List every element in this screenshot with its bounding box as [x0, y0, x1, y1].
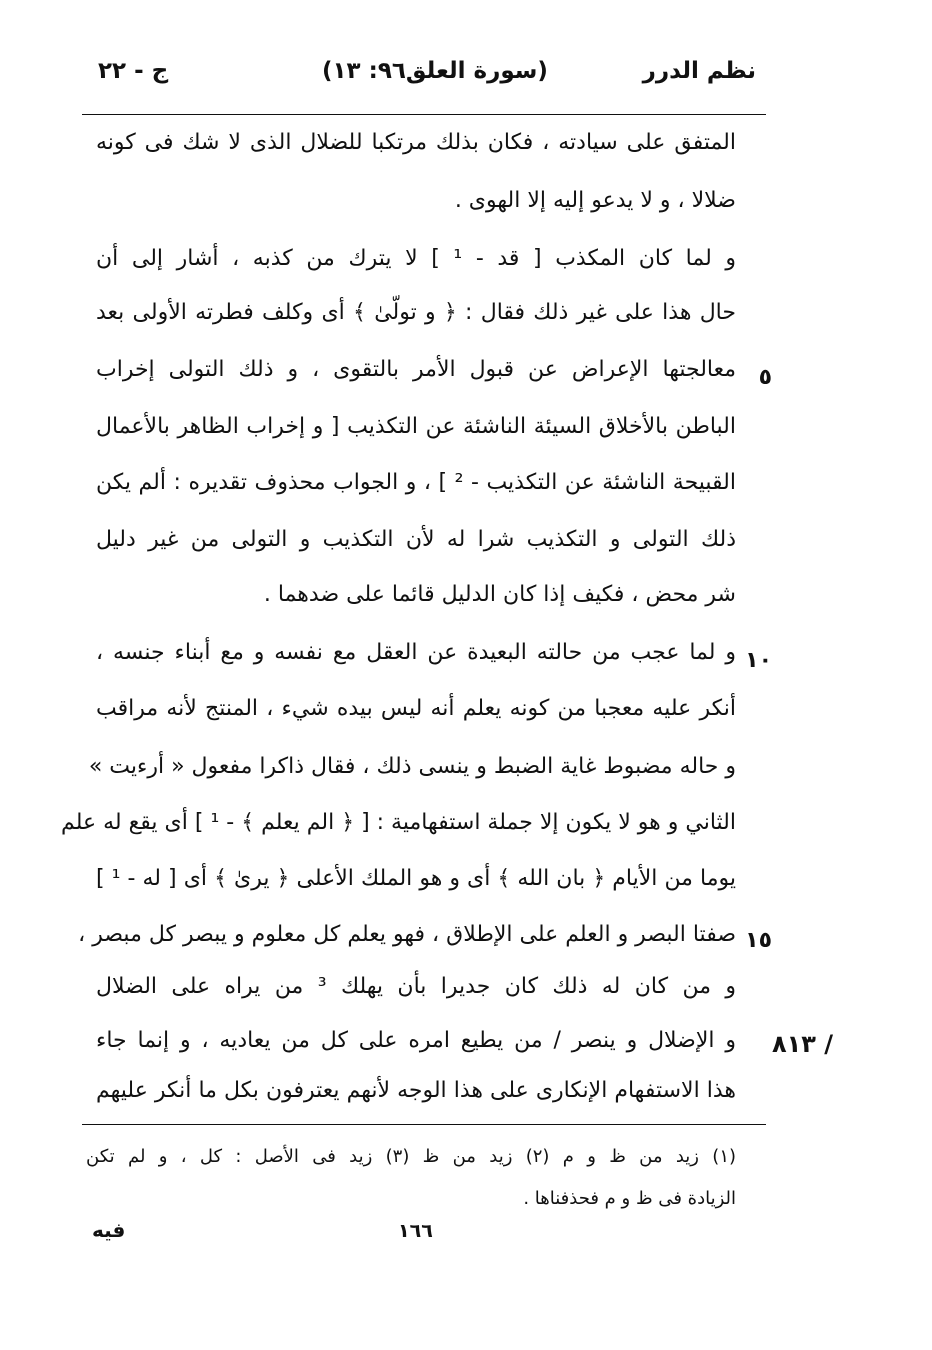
margin-manuscript-reference: ٨١٣ / [772, 1030, 834, 1058]
body-line: أنكر عليه معجبا من كونه يعلم أنه ليس بيده شيء ، المنتج لأنه مراقب [96, 696, 736, 721]
body-line: شر محض ، فكيف إذا كان الدليل قائما على ضدهما . [263, 582, 736, 607]
body-line: ضلالا ، و لا يدعو إليه إلا الهوى . [454, 188, 736, 213]
body-line: القبيحة الناشئة عن التكذيب - ² ] ، و الجواب محذوف تقديره : ألم يكن [96, 470, 737, 495]
body-line: ذلك التولى و التكذيب شرا له لأن التكذيب و التولى من غير دليل [96, 527, 736, 552]
header-book-title: نظم الدرر [642, 58, 756, 84]
body-line: و من كان له ذلك كان جديرا بأن يهلك ³ من يراه على الضلال [96, 974, 737, 999]
footnote-rule [82, 1124, 766, 1125]
line-number: ١٥ [745, 928, 772, 953]
footnote-line: (١) زيد من ظ و م (٢) زيد من ظ (٣) زيد فى الأصل : كل ، و لم تكن [86, 1146, 737, 1167]
body-line: يوما من الأيام ﴿ بان الله ﴾ أى و هو الملك الأعلى ﴿ يرىٰ ﴾ أى [ له - ¹ ] [96, 866, 736, 891]
line-number: ٥ [758, 365, 772, 390]
footnote-line: الزيادة فى ظ و م فحذفناها . [523, 1188, 736, 1209]
body-line: و لما عجب من حالته البعيدة عن العقل مع نفسه و مع أبناء جنسه ، [96, 640, 736, 665]
body-line: و لما كان المكذب [ قد - ¹ ] لا يترك من كذبه ، أشار إلى أن [96, 246, 736, 271]
page-number: ١٦٦ [398, 1220, 433, 1242]
line-number: ١٠ [745, 648, 772, 673]
body-line: المتفق على سيادته ، فكان بذلك مرتكبا للضلال الذى لا شك فى كونه [96, 130, 736, 155]
body-line: حال هذا على غير ذلك فقال : ﴿ و تولّىٰ ﴾ أى وكلف فطرته الأولى بعد [96, 300, 736, 325]
body-line: الباطن بالأخلاق السيئة الناشئة عن التكذيب [ و إخراب الظاهر بالأعمال [96, 414, 736, 439]
header-surah-reference: (سورة العلق٩٦: ١٣) [322, 58, 548, 84]
body-line: الثاني و هو لا يكون إلا جملة استفهامية : [ ﴿ الم يعلم ﴾ - ¹ ] أى يقع له علم [61, 810, 736, 835]
body-line: و الإضلال و ينصر / من يطيع امره على كل من يعاديه ، و إنما جاء [96, 1028, 736, 1053]
body-line: هذا الاستفهام الإنكارى على هذا الوجه لأنهم يعترفون بكل ما أنكر عليهم [96, 1078, 736, 1103]
body-line: و حاله مضبوط غاية الضبط و ينسى ذلك ، فقال ذاكرا مفعول « أرءيت » [88, 754, 736, 779]
body-line: صفتا البصر و العلم على الإطلاق ، فهو يعلم كل معلوم و يبصر كل مبصر ، [78, 922, 736, 947]
body-line: معالجتها الإعراض عن قبول الأمر بالتقوى ، و ذلك التولى إخراب [96, 357, 736, 382]
header-volume: ج - ٢٢ [98, 58, 169, 84]
header-rule [82, 114, 766, 115]
catchword: فيه [92, 1218, 126, 1242]
